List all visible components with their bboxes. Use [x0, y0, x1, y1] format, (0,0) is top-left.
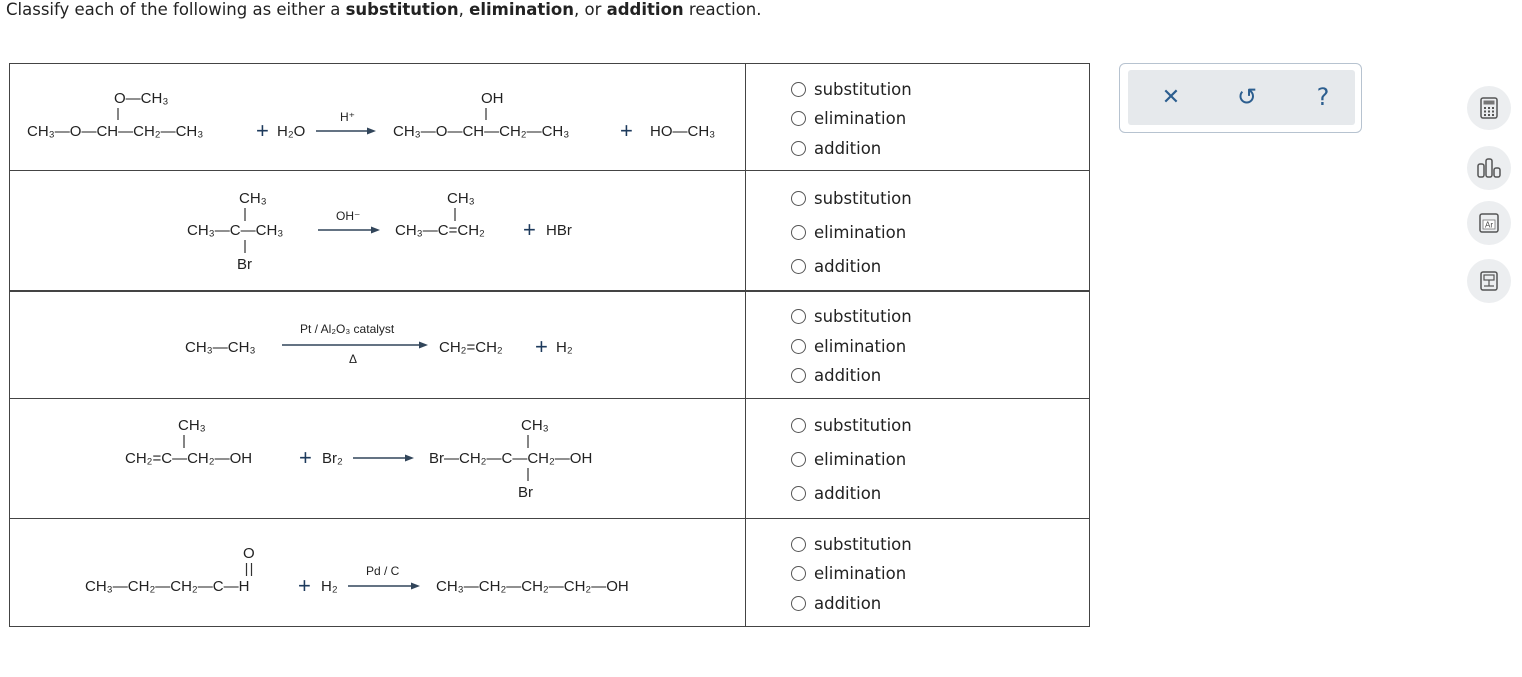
product-2: HBr — [546, 222, 572, 239]
reactant-1: CH₃—C—CH₃ — [187, 222, 284, 239]
radio-button[interactable] — [791, 566, 806, 581]
product-1: CH₃—O—CH—CH₂—CH₃ — [393, 123, 570, 140]
reference-button[interactable] — [1467, 259, 1511, 303]
radio-button[interactable] — [791, 225, 806, 240]
radio-button[interactable] — [791, 596, 806, 611]
options-group-3 — [746, 292, 1089, 398]
chart-icon — [1475, 156, 1503, 180]
help-icon: ? — [1316, 83, 1330, 111]
substituent-label: O — [243, 545, 255, 562]
reaction-equation-2 — [10, 171, 746, 290]
option-substitution[interactable]: substitution — [791, 305, 912, 327]
reaction-row-2 — [10, 171, 1089, 292]
calculator-icon — [1477, 96, 1501, 120]
reaction-table — [9, 63, 1090, 627]
option-substitution[interactable]: substitution — [791, 414, 912, 436]
option-substitution[interactable]: substitution — [791, 533, 912, 555]
options-group-1 — [746, 64, 1089, 170]
reactant-1: CH₃—O—CH—CH₂—CH₃ — [27, 123, 204, 140]
heat-symbol: Δ — [349, 352, 358, 366]
options-group-4 — [746, 399, 1089, 518]
radio-button[interactable] — [791, 82, 806, 97]
product-1: CH₂=CH₂ — [439, 339, 503, 356]
periodic-table-icon — [1477, 211, 1501, 235]
reactant-2: H₂O — [277, 123, 306, 140]
reaction-condition: Pd / C — [366, 564, 400, 578]
substituent-label: OH — [481, 90, 504, 107]
option-elimination[interactable]: elimination — [791, 107, 906, 129]
option-elimination[interactable]: elimination — [791, 562, 906, 584]
reference-icon — [1477, 269, 1501, 293]
options-group-5 — [746, 519, 1089, 626]
keyword-elimination: elimination — [469, 0, 574, 19]
product-2: H₂ — [556, 339, 573, 356]
radio-button[interactable] — [791, 111, 806, 126]
reactant-1: CH₃—CH₂—CH₂—C—H — [85, 578, 250, 595]
periodic-table-button[interactable] — [1467, 201, 1511, 245]
radio-button[interactable] — [791, 339, 806, 354]
reactant-2: Br₂ — [322, 450, 343, 467]
reaction-condition: H⁺ — [340, 110, 355, 124]
radio-button[interactable] — [791, 452, 806, 467]
data-button[interactable] — [1467, 146, 1511, 190]
product-1: CH₃—C=CH₂ — [395, 222, 485, 239]
option-addition[interactable]: addition — [791, 137, 881, 159]
reaction-condition: OH⁻ — [336, 209, 361, 223]
reset-button[interactable] — [1232, 82, 1262, 112]
radio-button[interactable] — [791, 368, 806, 383]
option-addition[interactable]: addition — [791, 255, 881, 277]
radio-button[interactable] — [791, 418, 806, 433]
substituent-label: Br — [237, 256, 252, 273]
substituent-label: CH₃ — [178, 417, 206, 434]
option-substitution[interactable]: substitution — [791, 78, 912, 100]
close-icon: ✕ — [1161, 84, 1181, 110]
option-elimination[interactable]: elimination — [791, 335, 906, 357]
calculator-button[interactable] — [1467, 86, 1511, 130]
keyword-substitution: substitution — [345, 0, 459, 19]
substituent-label: Br — [518, 484, 533, 501]
reactant-2: H₂ — [321, 578, 338, 595]
reaction-equation-3 — [10, 292, 746, 398]
option-elimination[interactable]: elimination — [791, 448, 906, 470]
plus-sign: + — [523, 217, 536, 242]
option-addition[interactable]: addition — [791, 364, 881, 386]
plus-sign: + — [298, 573, 311, 598]
option-elimination[interactable]: elimination — [791, 221, 906, 243]
reactant-1: CH₂=C—CH₂—OH — [125, 450, 253, 467]
reaction-condition: Pt / Al₂O₃ catalyst — [300, 322, 395, 336]
question-prompt: Classify each of the following as either a substitution, elimination, or addition reaction. — [6, 0, 762, 19]
options-group-2 — [746, 171, 1089, 290]
option-addition[interactable]: addition — [791, 482, 881, 504]
answer-toolbox — [1119, 63, 1362, 133]
plus-sign: + — [535, 334, 548, 359]
keyword-addition: addition — [606, 0, 684, 19]
radio-button[interactable] — [791, 259, 806, 274]
reaction-equation-5 — [10, 519, 746, 626]
plus-sign: + — [256, 118, 269, 143]
reaction-row-1 — [10, 64, 1089, 171]
product-2: HO—CH₃ — [650, 123, 716, 140]
clear-button[interactable] — [1156, 82, 1186, 112]
substituent-label: CH₃ — [521, 417, 549, 434]
reaction-row-3 — [10, 292, 1089, 399]
help-button[interactable] — [1308, 82, 1338, 112]
plus-sign: + — [620, 118, 633, 143]
reaction-equation-1 — [10, 64, 746, 170]
option-addition[interactable]: addition — [791, 592, 881, 614]
substituent-label: CH₃ — [447, 190, 475, 207]
substituent-label: CH₃ — [239, 190, 267, 207]
product-1: CH₃—CH₂—CH₂—CH₂—OH — [436, 578, 629, 595]
toolbox-bar — [1128, 70, 1355, 125]
reaction-equation-4 — [10, 399, 746, 518]
undo-icon: ↺ — [1236, 83, 1258, 111]
radio-button[interactable] — [791, 191, 806, 206]
reaction-row-5 — [10, 519, 1089, 626]
reactant-1: CH₃—CH₃ — [185, 339, 256, 356]
plus-sign: + — [299, 445, 312, 470]
radio-button[interactable] — [791, 486, 806, 501]
product-1: Br—CH₂—C—CH₂—OH — [429, 450, 593, 467]
radio-button[interactable] — [791, 141, 806, 156]
svg-text:Ar: Ar — [1485, 220, 1493, 230]
reaction-row-4 — [10, 399, 1089, 519]
substituent-label: O—CH₃ — [114, 90, 169, 107]
radio-button[interactable] — [791, 537, 806, 552]
radio-button[interactable] — [791, 309, 806, 324]
option-substitution[interactable]: substitution — [791, 187, 912, 209]
